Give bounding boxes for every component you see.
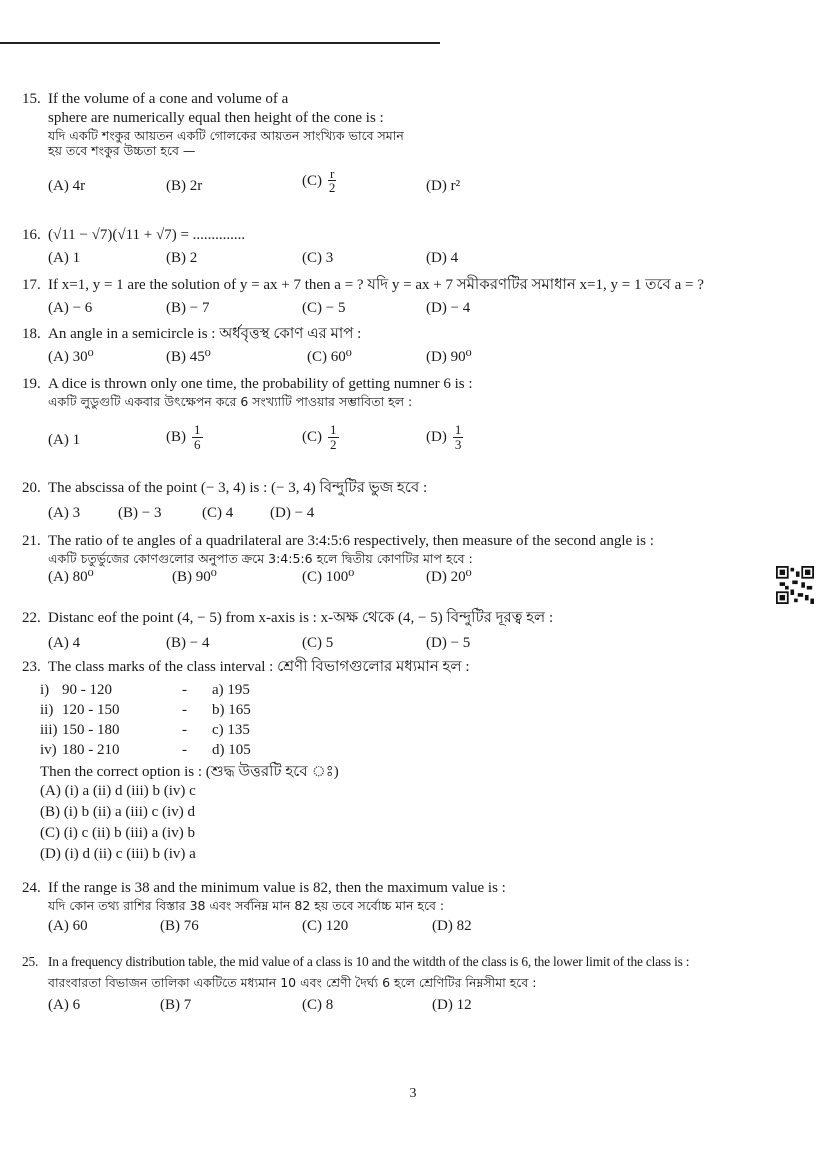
question-text-en: A dice is thrown only one time, the probability of getting numner 6 is : — [48, 376, 473, 392]
option-d: (D) 82 — [432, 918, 472, 935]
question-24 — [22, 879, 782, 939]
option-b: (B) − 7 — [166, 299, 210, 316]
qr-code — [776, 566, 814, 604]
question-text: (√11 − √7)(√11 + √7) = .............. — [48, 227, 246, 243]
question-25 — [22, 954, 812, 1018]
match-row: iv) 180 - 210 - d) 105 — [40, 741, 251, 758]
question-23 — [22, 658, 782, 866]
option-a: (A) 1 — [48, 249, 81, 266]
question-number: 16. — [22, 227, 41, 243]
option-a: (A) 80⁰ — [48, 569, 94, 586]
option-c: (C) − 5 — [302, 299, 346, 316]
option-d: (D) − 4 — [426, 299, 471, 316]
option-c: (C) 3 — [302, 249, 334, 266]
match-row: i) 90 - 120 - a) 195 — [40, 681, 250, 698]
question-text: The class marks of the class interval : শ্রেণী বিভাগগুলোর মধ্যমান হল : — [48, 659, 470, 675]
option-d: (D) 20⁰ — [426, 569, 472, 586]
choice-a: (A) (i) a (ii) d (iii) b (iv) c — [40, 782, 196, 799]
fraction-denominator: 2 — [328, 180, 336, 196]
options — [22, 348, 782, 370]
question-text-bn: যদি একটি শংকুর আয়তন একটি গোলকের আয়তন সাংখ্যিক ভাবে সমান — [48, 127, 404, 143]
choice-d: (D) (i) d (ii) c (iii) b (iv) a — [40, 845, 196, 862]
question-20 — [22, 479, 782, 526]
option-a: (A) 60 — [48, 918, 88, 935]
option-c: (C) 4 — [202, 504, 234, 521]
page-number: 3 — [409, 1086, 417, 1101]
question-number: 17. — [22, 277, 41, 293]
option-a: (A) 6 — [48, 997, 81, 1014]
question-19 — [22, 375, 782, 459]
question-number: 23. — [22, 659, 41, 675]
question-text-bn: বারংবারতা বিভাজন তালিকা একটিতে মধ্যমান 10 এবং শ্রেণী দৈর্ঘ্য 6 হলে শ্রেণিটির নিম্নসীমা হবে : — [48, 974, 537, 990]
option-a: (A) 1 — [48, 432, 81, 449]
option-a: (A) 4r — [48, 177, 86, 194]
option-b: (B) − 4 — [166, 634, 210, 651]
question-text: If x=1, y = 1 are the solution of y = ax + 7 then a = ? যদি y = ax + 7 সমীকরণটির সমাধান x=1, y = 1 তবে a = ? — [48, 277, 704, 293]
option-b: (B) − 3 — [118, 504, 162, 521]
fraction-numerator: r — [330, 165, 335, 181]
options — [22, 165, 782, 201]
match-row: iii) 150 - 180 - c) 135 — [40, 721, 250, 738]
option-d: (D) − 5 — [426, 634, 471, 651]
choice-c: (C) (i) c (ii) b (iii) a (iv) b — [40, 824, 195, 841]
option-c: (C) 120 — [302, 918, 349, 935]
option-a: (A) 4 — [48, 634, 81, 651]
question-text: An angle in a semicircle is : অর্ধবৃত্তস্থ কোণ এর মাপ : — [48, 326, 362, 342]
option-d: (D) − 4 — [270, 504, 315, 521]
options — [22, 423, 782, 459]
option-b: (B) 45⁰ — [166, 348, 211, 365]
option-c: (C) 8 — [302, 997, 334, 1014]
question-number: 20. — [22, 480, 41, 496]
question-text-bn: যদি কোন তথ্য রাশির বিস্তার 38 এবং সর্বনিম্ন মান 82 হয় তবে সর্বোচ্চ মান হবে : — [48, 897, 445, 913]
question-text-en: If the volume of a cone and volume of a — [48, 91, 289, 107]
option-d: (D) $\frac{1}{3}$ — [426, 422, 462, 453]
option-b: (B) 76 — [160, 918, 199, 935]
question-text-en: In a frequency distribution table, the mid value of a class is 10 and the witdth of the class is 6, the lower limit of the class is : — [48, 954, 690, 969]
question-text-bn-2: হয় তবে শংকুর উচ্চতা হবে — — [48, 143, 196, 159]
match-table — [22, 681, 782, 761]
question-number: 22. — [22, 610, 41, 626]
option-d: (D) r² — [426, 177, 461, 194]
option-b: (B) $\frac{1}{6}$ — [166, 422, 201, 453]
question-number: 19. — [22, 376, 41, 392]
then-text: Then the correct option is : (শুদ্ধ উত্তরটি হবে ঃ) — [40, 763, 339, 780]
question-number: 18. — [22, 326, 41, 342]
question-number: 15. — [22, 91, 41, 107]
top-rule — [0, 42, 440, 44]
question-16 — [22, 226, 782, 271]
option-a: (A) 30⁰ — [48, 348, 94, 365]
options — [22, 634, 782, 656]
question-18 — [22, 325, 782, 370]
option-c: (C) 5 — [302, 634, 334, 651]
question-number: 25. — [22, 954, 39, 969]
question-21 — [22, 532, 782, 590]
question-text-bn: একটি চতুর্ভুজের কোণগুলোর অনুপাত ক্রমে 3:4:5:6 হলে দ্বিতীয় কোণটির মাপ হবে : — [48, 550, 473, 566]
option-d: (D) 4 — [426, 249, 459, 266]
question-text: Distanc eof the point (4, − 5) from x-axis is : x-অক্ষ থেকে (4, − 5) বিন্দুটির দূরত্ব হল : — [48, 610, 554, 626]
option-b: (B) 2r — [166, 177, 203, 194]
question-text-bn: একটি লুডুগুটি একবার উৎক্ষেপন করে 6 সংখ্যাটি পাওয়ার সম্ভাবিতা হল : — [48, 393, 413, 409]
question-text-en-2: sphere are numerically equal then height of the cone is : — [48, 109, 384, 126]
options — [22, 504, 782, 526]
match-row: ii) 120 - 150 - b) 165 — [40, 701, 251, 718]
options — [22, 299, 782, 321]
options — [22, 917, 782, 939]
option-b: (B) 90⁰ — [172, 569, 217, 586]
choice-list — [22, 782, 782, 866]
question-22 — [22, 609, 782, 656]
option-c: (C) 100⁰ — [302, 569, 355, 586]
question-17 — [22, 276, 782, 321]
option-c: (C) $\frac{r}{2}$ — [302, 165, 336, 196]
question-text-en: The ratio of te angles of a quadrilateral are 3:4:5:6 respectively, then measure of the second angle is : — [48, 533, 654, 549]
question-text-en: If the range is 38 and the minimum value is 82, then the maximum value is : — [48, 880, 506, 896]
option-b: (B) 7 — [160, 997, 192, 1014]
question-15 — [22, 90, 782, 201]
option-b: (B) 2 — [166, 249, 198, 266]
options — [22, 249, 782, 271]
option-a: (A) − 6 — [48, 299, 93, 316]
option-d: (D) 90⁰ — [426, 348, 472, 365]
options — [22, 568, 782, 590]
question-text: The abscissa of the point (− 3, 4) is : (− 3, 4) বিন্দুটির ভুজ হবে : — [48, 480, 428, 496]
option-c: (C) 60⁰ — [307, 348, 352, 365]
option-a: (A) 3 — [48, 504, 81, 521]
option-d: (D) 12 — [432, 997, 472, 1014]
option-c: (C) $\frac{1}{2}$ — [302, 422, 337, 453]
choice-b: (B) (i) b (ii) a (iii) c (iv) d — [40, 803, 195, 820]
options — [22, 996, 812, 1018]
question-number: 21. — [22, 533, 41, 549]
question-number: 24. — [22, 880, 41, 896]
